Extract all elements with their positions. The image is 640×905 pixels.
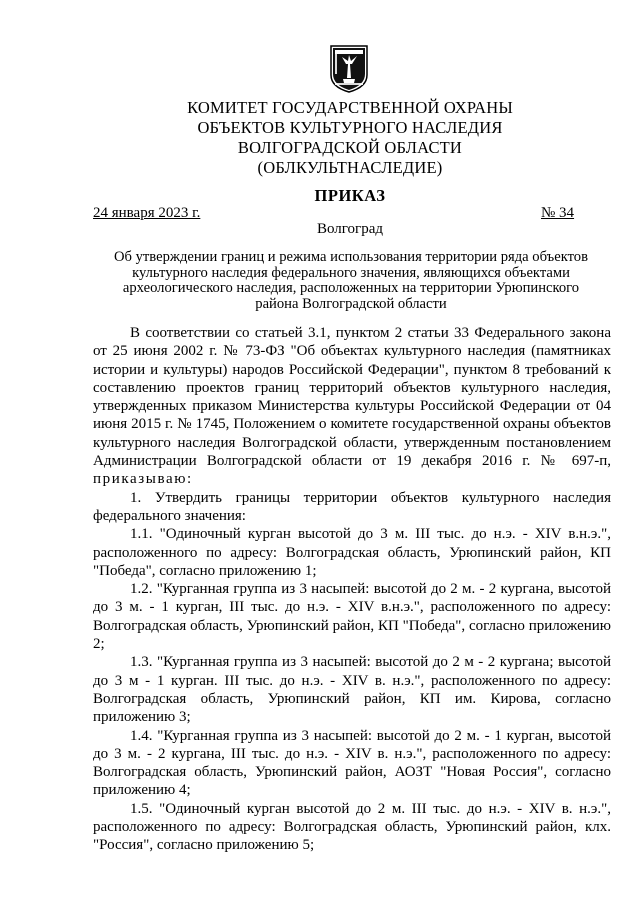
- org-line-2: ОБЪЕКТОВ КУЛЬТУРНОГО НАСЛЕДИЯ: [197, 118, 503, 137]
- document-subject: Об утверждении границ и режима использования территории ряда объектов культурного наследия федерального значения, являющихся объектами археологического наследия, расположенных на территории Урюпинского района Волгоградской области: [114, 249, 588, 312]
- coat-of-arms-icon: [330, 45, 368, 93]
- document-title: ПРИКАЗ: [314, 186, 386, 205]
- item-1-5: 1.5. "Одиночный курган высотой до 2 м. III тыс. до н.э. - XIV в. н.э.", расположенного по адресу: Волгоградская область, Урюпинский район, клх. "Россия", согласно приложению 5;: [93, 800, 611, 854]
- document-body: [93, 324, 611, 855]
- document-number: № 34: [541, 205, 575, 221]
- item-1-3: 1.3. "Курганная группа из 3 насыпей: высотой до 2 м - 2 кургана; высотой до 3 м - 1 курган. III тыс. до н.э. - XIV в. н.э.", расположенного по адресу: Волгоградская область, Урюпинский район, КП им. Кирова, согласно приложению 3;: [93, 654, 611, 726]
- order-word: приказываю:: [93, 471, 193, 488]
- org-line-4: (ОБЛКУЛЬТНАСЛЕДИЕ): [257, 158, 443, 177]
- item-1: 1. Утвердить границы территории объектов культурного наследия федерального значения:: [93, 489, 611, 524]
- org-line-3: ВОЛГОГРАДСКОЙ ОБЛАСТИ: [237, 138, 463, 157]
- document-city: Волгоград: [316, 221, 383, 237]
- item-1-4: 1.4. "Курганная группа из 3 насыпей: высотой до 2 м. - 1 курган, высотой до 3 м. - 2 кургана, III тыс. до н.э. - XIV в. н.э.", расположенного по адресу: Волгоградская область, Урюпинский район, АОЗТ "Новая Россия", согласно приложению 4;: [93, 727, 611, 799]
- item-1-1: 1.1. "Одиночный курган высотой до 3 м. III тыс. до н.э. - XIV в.н.э.", расположенного по адресу: Волгоградская область, Урюпинский район, КП "Победа", согласно приложению 1;: [93, 526, 611, 579]
- org-line-1: КОМИТЕТ ГОСУДАРСТВЕННОЙ ОХРАНЫ: [187, 98, 513, 117]
- document-date: 24 января 2023 г.: [93, 205, 201, 221]
- preamble-paragraph: [93, 324, 611, 489]
- preamble-text: В соответствии со статьей 3.1, пунктом 2 статьи 33 Федерального закона от 25 июня 2002 г. № 73-ФЗ "Об объектах культурного наследия (памятниках истории и культуры) народов Российской Федерации", пунктом 8 требований к составлению проектов границ территорий объектов культурного наследия, утвержденных приказом Министерства культуры Российской Федерации от 04 июня 2015 г. № 1745, Положением о комитете государственной охраны объектов культурного наследия Волгоградской области, утвержденным постановлением Администрации Волгоградской области от 19 декабря 2016 г. № 697-п,: [93, 325, 611, 470]
- organization-name: [150, 98, 550, 178]
- item-1-2: 1.2. "Курганная группа из 3 насыпей: высотой до 2 м. - 2 кургана, высотой до 3 м. - 1 курган, III тыс. до н.э. - XIV в.н.э.", расположенного по адресу: Волгоградская область, Урюпинский район, КП "Победа", согласно приложению 2;: [93, 581, 611, 653]
